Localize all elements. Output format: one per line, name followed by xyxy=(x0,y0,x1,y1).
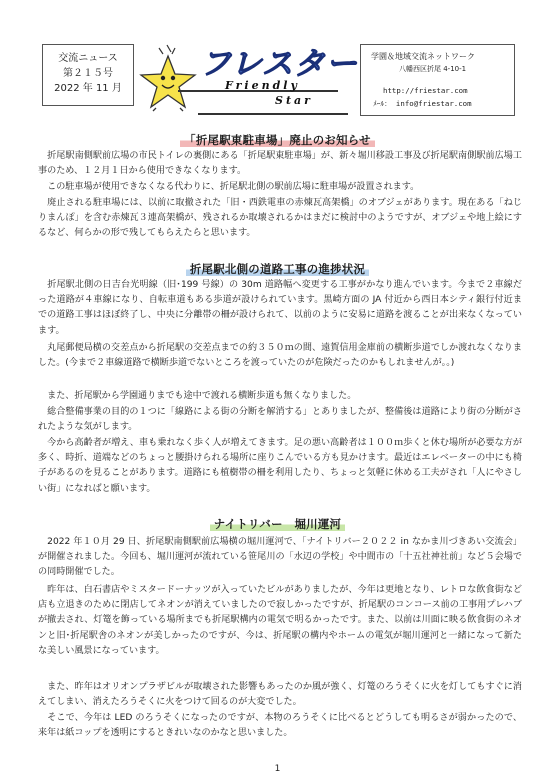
article-paragraph: そこで、今年は LED のろうそくになったのですが、本物のろうそくに比べるとどうしても明るさが弱かったので、来年は紙コップを透明にするときれいなのかなと思いました。 xyxy=(38,713,522,739)
logo-underline xyxy=(198,113,348,115)
article-paragraph: また、折尾駅から学園通りまでも途中で渡れる横断歩道も無くなりました。 xyxy=(38,391,357,401)
logo-subtitle-star: Star xyxy=(275,94,313,107)
article-title-road-construction: 折尾駅北側の道路工事の進捗状況 xyxy=(0,261,555,277)
organization-name: 学園＆地域交流ネットワーク xyxy=(371,52,475,61)
article-title-night-river: ナイトリバー 堀川運河 xyxy=(0,516,555,532)
website-url[interactable]: http://friestar.com xyxy=(383,86,468,95)
newsletter-label: 交流ニュース xyxy=(58,53,118,64)
article-paragraph: 折尾駅北側の日吉台光明線（旧･199 号線）の 30m 道路幅へ変更する工事がかなり進んでいます。今まで２車線だった道路が４車線になり、自転車道もある歩道が設けられています。黒崎方面の JA 付近から西日本シティ銀行付近までの道路工事はほぼ終了し、中央に分離帯の柵が設けられて、以前のように安易に道路を渡ることが出来なくなっています。 xyxy=(38,280,522,336)
newsletter-logo-title: フレスター xyxy=(200,46,358,82)
contact-email[interactable]: ﾒｰﾙ： info@friestar.com xyxy=(373,99,472,108)
article-paragraph: 丸尾郵便局横の交差点から折尾駅の交差点までの約３５０ｍの間、遠賀信用金庫前の横断歩道でしか渡れなくなりました。(今まで２車線道路で横断歩道でないところを渡っていたのが危険だったのかもしれませんが。。) xyxy=(38,343,522,369)
article-paragraph: この駐車場が使用できなくなる代わりに、折尾駅北側の駅前広場に駐車場が設置されます。 xyxy=(38,182,420,192)
article-paragraph: 2022 年１０月 29 日、折尾駅南側駅前広場横の堀川運河で、「ナイトリバー２０２２ in なかま川づきあい交流会」が開催されました。今回も、堀川運河が流れている笹尾川の「水辺の学校」や中間市の「十五社神社前」など５会場での同時開催でした。 xyxy=(38,537,522,578)
article-paragraph: また、昨年はオリオンプラザビルが取壊された影響もあったのか風が強く、灯篭のろうそくに火を灯してもすぐに消えてしまい、消えたろうそくに火をつけて回るのが大変でした。 xyxy=(38,682,522,708)
article-paragraph: 総合整備事業の目的の１つに「線路による街の分断を解消する」とありましたが、整備後は道路により街の分断がされたような気がします。 xyxy=(38,407,522,433)
issue-date: 2022 年 11 月 xyxy=(54,83,122,94)
article-paragraph: 昨年は、白石書店やミスタードーナッツが入っていたビルがありましたが、今年は更地となり、レトロな飲食街など店も立退きのために閉店してネオンが消えていましたので寂しかったですが、折尾駅のコンコース前の工事用プレハブが撤去され、灯篭を飾っている場所までも折尾駅構内の電気で明るかったです。また、以前は川面に映る飲食街のネオンと旧･折尾駅舎のネオンが美しかったのですが、今は、折尾駅の構内やホームの電気が堀川運河と一緒になって新たな美しい風景になっています。 xyxy=(38,585,522,656)
article-paragraph: 廃止される駐車場には、以前に取撤された「旧・西鉄電車の赤煉瓦高架橋」のオブジェがあります。現在ある「ねじりまんぽ」を含む赤煉瓦３連高架橋が、残されるか取壊されるかはまだに検討中のようですが、オブジェや地上絵にするなど、何らかの形で残してもらえたらと思います。 xyxy=(38,198,522,239)
logo-subtitle-friendly: Friendly xyxy=(225,79,300,92)
page-number: 1 xyxy=(274,764,281,774)
contact-info-box xyxy=(360,44,515,116)
issue-number: 第２１５号 xyxy=(63,68,113,79)
article-title-parking: 「折尾駅東駐車場」廃止のお知らせ xyxy=(0,132,555,148)
article-paragraph: 折尾駅南側駅前広場の市民トイレの裏側にある「折尾駅東駐車場」が、新々堀川移設工事及び折尾駅南側駅前広場工事のため、１２月１日から使用できなくなります。 xyxy=(38,151,522,177)
star-mascot-icon xyxy=(137,42,199,112)
article-paragraph: 今から高齢者が増え、車も乗れなく歩く人が増えてきます。足の悪い高齢者は１００ｍ歩くと休む場所が必要な方が多く、時折、道端などのちょっと腰掛けられる場所に座りこんでいる方も見かけます。最近はエレベーターの中にも椅子があるのを見ることがあります。道路にも植樹帯の柵を利用したり、ちょっと気軽に休める工夫がされ「人にやさしい街」になればと願います。 xyxy=(38,438,522,494)
organization-address: 八幡西区折尾 4-10-1 xyxy=(399,65,467,73)
issue-info-box xyxy=(42,44,134,106)
